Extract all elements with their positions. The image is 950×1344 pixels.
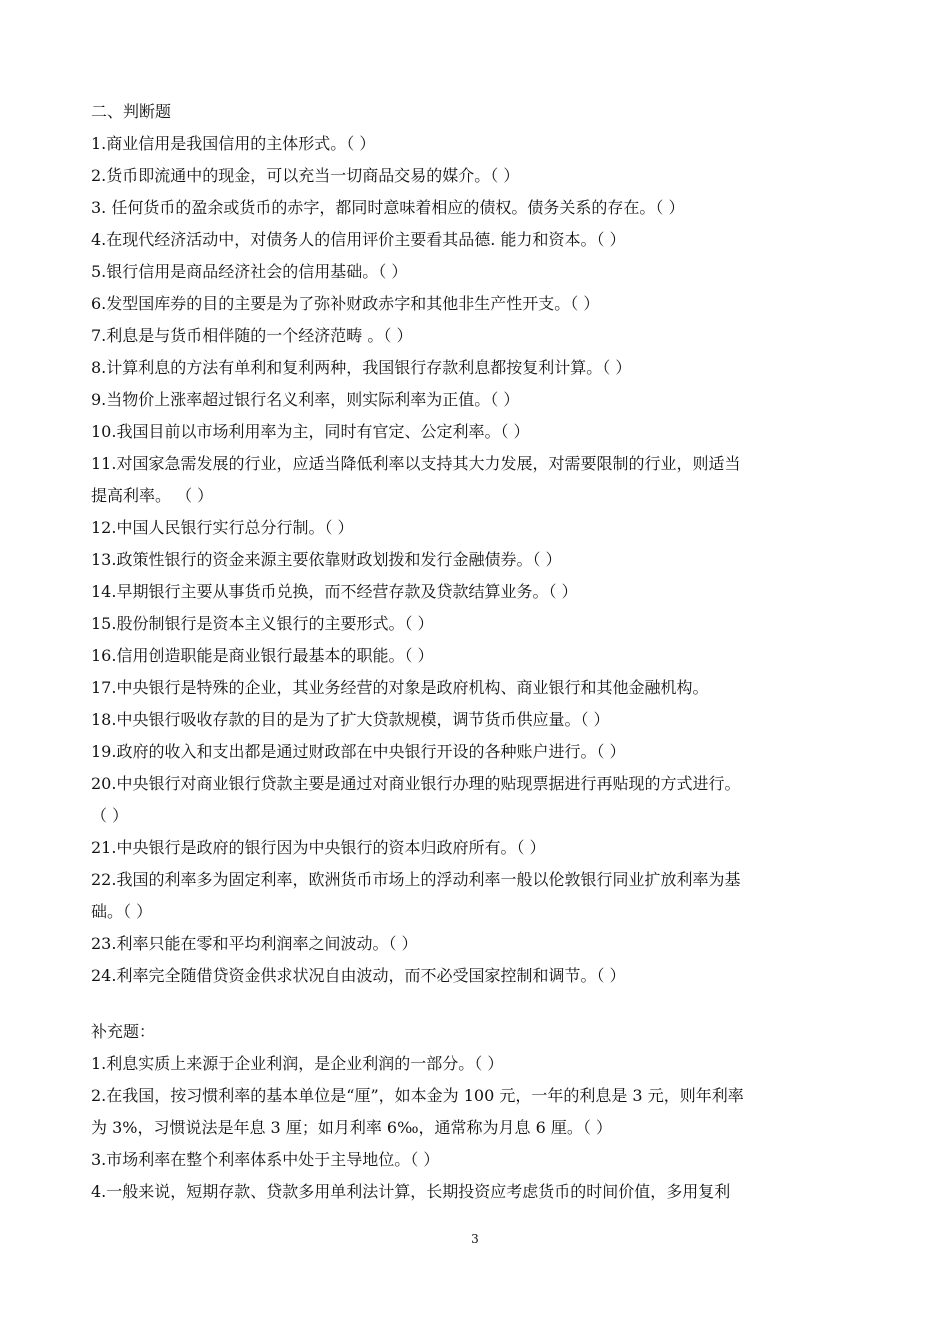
question-line: 18.中央银行吸收存款的目的是为了扩大贷款规模，调节货币供应量。（ ） [91, 710, 610, 729]
page-number: 3 [471, 1232, 479, 1246]
supplement-questions [91, 1048, 871, 1208]
question-line: 21.中央银行是政府的银行因为中央银行的资本归政府所有。（ ） [91, 838, 546, 857]
question-line: 提高利率。 （ ） [91, 486, 214, 505]
question-line: 1.商业信用是我国信用的主体形式。（ ） [91, 134, 376, 153]
question-line: 3. 任何货币的盈余或货币的赤字，都同时意味着相应的债权。债务关系的存在。（ ） [91, 198, 685, 217]
section-title-judgment: 二、判断题 [91, 102, 172, 121]
question-line: 11.对国家急需发展的行业，应适当降低利率以支持其大力发展，对需要限制的行业，则适当 [91, 454, 741, 473]
question-line: 15.股份制银行是资本主义银行的主要形式。（ ） [91, 614, 434, 633]
question-line: 为 3%，习惯说法是年息 3 厘；如月利率 6‰，通常称为月息 6 厘。（ ） [91, 1118, 612, 1137]
question-line: 2.货币即流通中的现金，可以充当一切商品交易的媒介。（ ） [91, 166, 520, 185]
section-title-supplement: 补充题： [91, 1022, 156, 1041]
judgment-questions [91, 128, 871, 992]
question-line: 8.计算利息的方法有单利和复利两种，我国银行存款利息都按复利计算。（ ） [91, 358, 632, 377]
question-line: 19.政府的收入和支出都是通过财政部在中央银行开设的各种账户进行。（ ） [91, 742, 626, 761]
question-line: （ ） [91, 806, 129, 825]
question-line: 14.早期银行主要从事货币兑换，而不经营存款及贷款结算业务。（ ） [91, 582, 578, 601]
question-line: 6.发型国库券的目的主要是为了弥补财政赤字和其他非生产性开支。（ ） [91, 294, 600, 313]
question-line: 16.信用创造职能是商业银行最基本的职能。（ ） [91, 646, 434, 665]
question-line: 7.利息是与货币相伴随的一个经济范畴 。（ ） [91, 326, 413, 345]
question-line: 4.一般来说，短期存款、贷款多用单利法计算，长期投资应考虑货币的时间价值，多用复利 [91, 1182, 731, 1201]
question-line: 13.政策性银行的资金来源主要依靠财政划拨和发行金融债券。（ ） [91, 550, 562, 569]
question-line: 23.利率只能在零和平均利润率之间波动。（ ） [91, 934, 418, 953]
question-line: 20.中央银行对商业银行贷款主要是通过对商业银行办理的贴现票据进行再贴现的方式进行。 [91, 774, 741, 793]
page-content [91, 96, 871, 1208]
question-line: 10.我国目前以市场利用率为主，同时有官定、公定利率。（ ） [91, 422, 530, 441]
question-line: 4.在现代经济活动中，对债务人的信用评价主要看其品德. 能力和资本。（ ） [91, 230, 626, 249]
question-line: 12.中国人民银行实行总分行制。（ ） [91, 518, 354, 537]
question-line: 础。（ ） [91, 902, 153, 921]
question-line: 5.银行信用是商品经济社会的信用基础。（ ） [91, 262, 408, 281]
question-line: 1.利息实质上来源于企业利润，是企业利润的一部分。（ ） [91, 1054, 504, 1073]
question-line: 3.市场利率在整个利率体系中处于主导地位。（ ） [91, 1150, 440, 1169]
section-gap [91, 992, 871, 1016]
question-line: 22.我国的利率多为固定利率，欧洲货币市场上的浮动利率一般以伦敦银行同业扩放利率为基 [91, 870, 741, 889]
question-line: 9.当物价上涨率超过银行名义利率，则实际利率为正值。（ ） [91, 390, 520, 409]
question-line: 24.利率完全随借贷资金供求状况自由波动，而不必受国家控制和调节。（ ） [91, 966, 626, 985]
question-line: 17.中央银行是特殊的企业，其业务经营的对象是政府机构、商业银行和其他金融机构。 [91, 678, 709, 697]
question-line: 2.在我国，按习惯利率的基本单位是“厘”，如本金为 100 元，一年的利息是 3 元，则年利率 [91, 1086, 744, 1105]
